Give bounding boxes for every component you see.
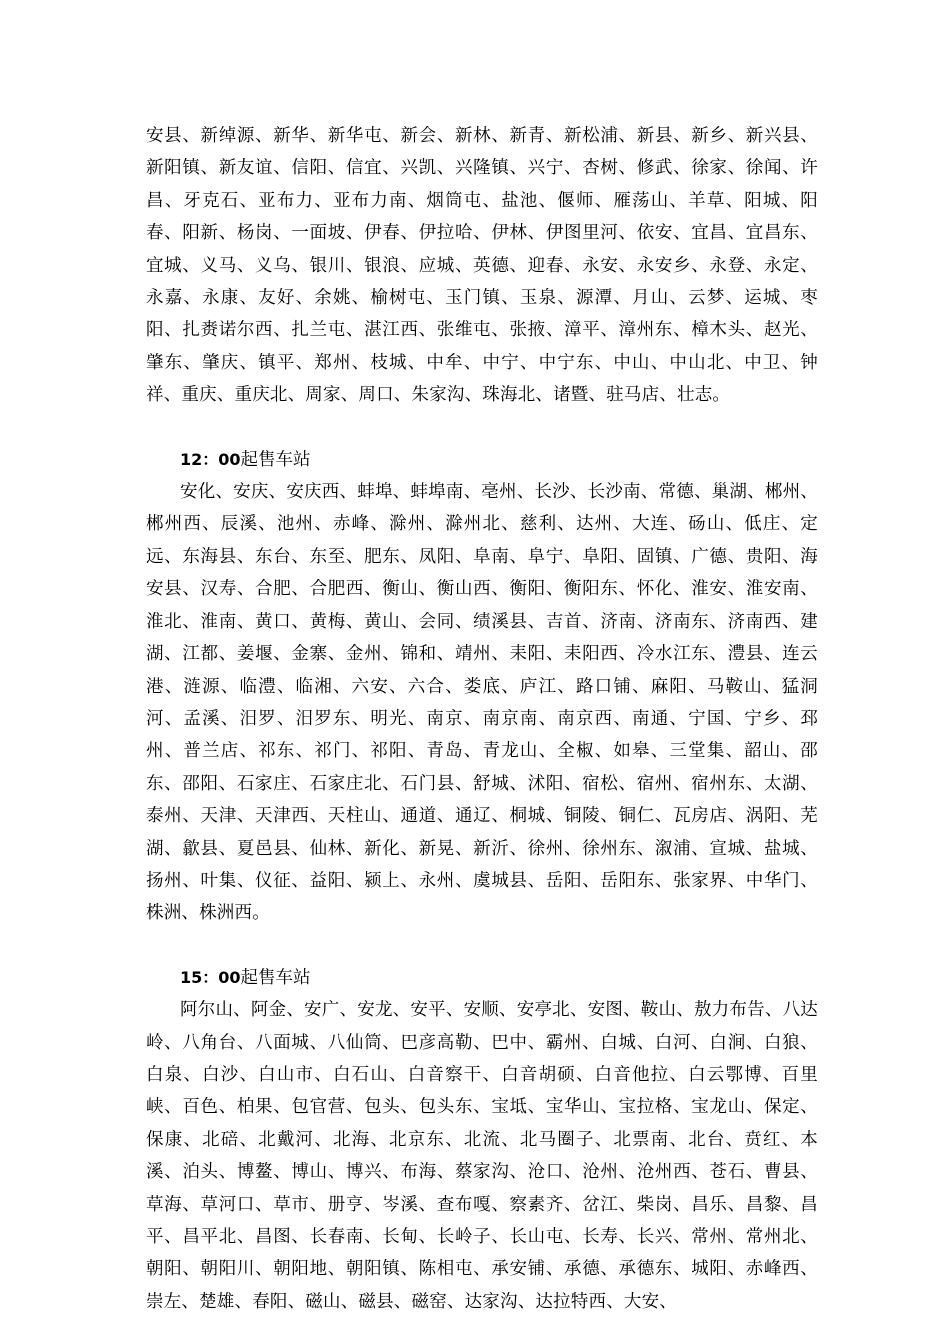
station-list-paragraph: 安化、安庆、安庆西、蚌埠、蚌埠南、亳州、长沙、长沙南、常德、巢湖、郴州、郴州西、辰溪、池州、赤峰、滁州、滁州北、慈利、达州、大连、砀山、低庄、定远、东海县、东台、东至、肥东、凤阳、阜南、阜宁、阜阳、固镇、广德、贵阳、海安县、汉寿、合肥、合肥西、衡山、衡山西、衡阳、衡阳东、怀化、淮安、淮安南、淮北、淮南、黄口、黄梅、黄山、会同、绩溪县、吉首、济南、济南东、济南西、建湖、江都、姜堰、金寨、金州、锦和、靖州、耒阳、耒阳西、冷水江东、澧县、连云港、涟源、临澧、临湘、六安、六合、娄底、庐江、路口铺、麻阳、马鞍山、猛洞河、孟溪、汨罗、汨罗东、明光、南京、南京南、南京西、南通、宁国、宁乡、邳州、普兰店、祁东、祁门、祁阳、青岛、青龙山、全椒、如皋、三堂集、韶山、邵东、邵阳、石家庄、石家庄北、石门县、舒城、沭阳、宿松、宿州、宿州东、太湖、泰州、天津、天津西、天柱山、通道、通辽、桐城、铜陵、铜仁、瓦房店、涡阳、芜湖、歙县、夏邑县、仙林、新化、新晃、新沂、徐州、徐州东、溆浦、宣城、盐城、扬州、叶集、仪征、益阳、颍上、永州、虞城县、岳阳、岳阳东、张家界、中华门、株洲、株洲西。 <box>146 482 818 924</box>
sale-label: 起售车站 <box>240 967 311 988</box>
station-list-paragraph: 阿尔山、阿金、安广、安龙、安平、安顺、安亭北、安图、鞍山、敖力布告、八达岭、八角台、八面城、八仙筒、巴彦高勒、巴中、霸州、白城、白河、白涧、白狼、白泉、白沙、白山市、白石山、白音察干、白音胡硕、白音他拉、白云鄂博、百里峡、百色、柏果、包官营、包头、包头东、宝坻、宝华山、宝拉格、宝龙山、保定、保康、北碚、北戴河、北海、北京东、北流、北马圈子、北票南、北台、贲红、本溪、泊头、博鳌、博山、博兴、布海、蔡家沟、沧口、沧州、沧州西、苍石、曹县、草海、草河口、草市、册亨、岑溪、查布嘎、察素齐、岔江、柴岗、昌乐、昌黎、昌平、昌平北、昌图、长春南、长甸、长岭子、长山屯、长寿、长兴、常州、常州北、朝阳、朝阳川、朝阳地、朝阳镇、陈相屯、承安铺、承德、承德东、城阳、赤峰西、崇左、楚雄、春阳、磁山、磁县、磁窑、达家沟、达拉特西、大安、 <box>146 1000 818 1312</box>
section-heading-1200 <box>146 444 818 476</box>
sale-time: 12：00 <box>180 449 241 469</box>
sale-time: 15：00 <box>180 967 241 987</box>
document-page <box>146 120 818 1318</box>
section-heading-1500 <box>146 962 818 994</box>
sale-label: 起售车站 <box>240 449 311 470</box>
station-list-paragraph: 安县、新绰源、新华、新华屯、新会、新林、新青、新松浦、新县、新乡、新兴县、新阳镇、新友谊、信阳、信宜、兴凯、兴隆镇、兴宁、杏树、修武、徐家、徐闻、许昌、牙克石、亚布力、亚布力南、烟筒屯、盐池、偃师、雁荡山、羊草、阳城、阳春、阳新、杨岗、一面坡、伊春、伊拉哈、伊林、伊图里河、依安、宜昌、宜昌东、宜城、义马、义乌、银川、银浪、应城、英德、迎春、永安、永安乡、永登、永定、永嘉、永康、友好、余姚、榆树屯、玉门镇、玉泉、源潭、月山、云梦、运城、枣阳、扎赉诺尔西、扎兰屯、湛江西、张维屯、张掖、漳平、漳州东、樟木头、赵光、肇东、肇庆、镇平、郑州、枝城、中牟、中宁、中宁东、中山、中山北、中卫、钟祥、重庆、重庆北、周家、周口、朱家沟、珠海北、诸暨、驻马店、壮志。 <box>146 126 818 406</box>
